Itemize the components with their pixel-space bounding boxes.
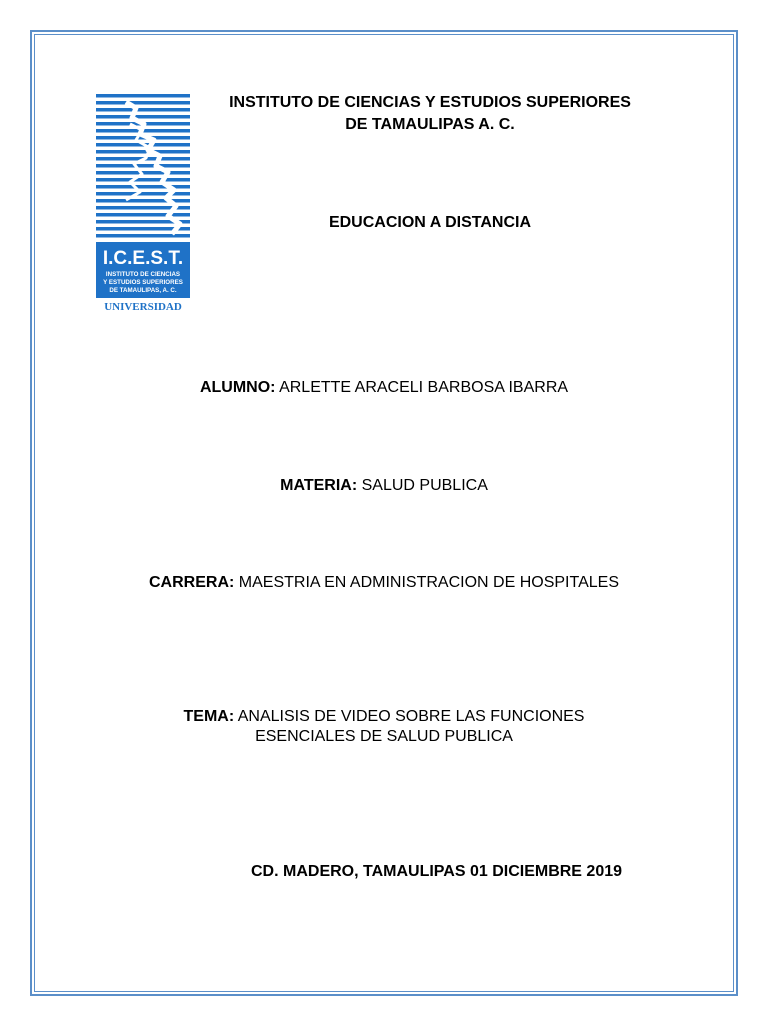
logo-subtitle-3: DE TAMAULIPAS, A. C. [109, 287, 177, 294]
materia-value: SALUD PUBLICA [357, 477, 488, 494]
field-carrera [34, 572, 734, 594]
logo-subtitle-1: INSTITUTO DE CIENCIAS [105, 271, 181, 278]
institution-name-line1: INSTITUTO DE CIENCIAS Y ESTUDIOS SUPERIORES [229, 94, 631, 111]
program-title: EDUCACION A DISTANCIA [328, 214, 532, 231]
tema-value-line1: ANALISIS DE VIDEO SOBRE LAS FUNCIONES [234, 708, 585, 725]
logo-subtitle-2: Y ESTUDIOS SUPERIORES [103, 279, 183, 286]
materia-label: MATERIA: [280, 477, 358, 494]
institution-name-line2: DE TAMAULIPAS A. C. [345, 116, 515, 133]
field-materia [34, 475, 734, 497]
field-tema-continued [34, 726, 734, 748]
alumno-value: ARLETTE ARACELI BARBOSA IBARRA [275, 379, 569, 396]
place-date: CD. MADERO, TAMAULIPAS 01 DICIEMBRE 2019 [251, 863, 623, 880]
logo-acronym: I.C.E.S.T. [102, 248, 184, 269]
icest-logo [96, 94, 190, 314]
tema-value-line2: ESENCIALES DE SALUD PUBLICA [255, 728, 513, 745]
alumno-label: ALUMNO: [199, 379, 276, 396]
logo-word: UNIVERSIDAD [104, 301, 182, 313]
tema-label: TEMA: [183, 708, 235, 725]
carrera-label: CARRERA: [149, 574, 235, 591]
field-tema [34, 706, 734, 728]
field-alumno [34, 377, 734, 399]
carrera-value: MAESTRIA EN ADMINISTRACION DE HOSPITALES [234, 574, 619, 591]
